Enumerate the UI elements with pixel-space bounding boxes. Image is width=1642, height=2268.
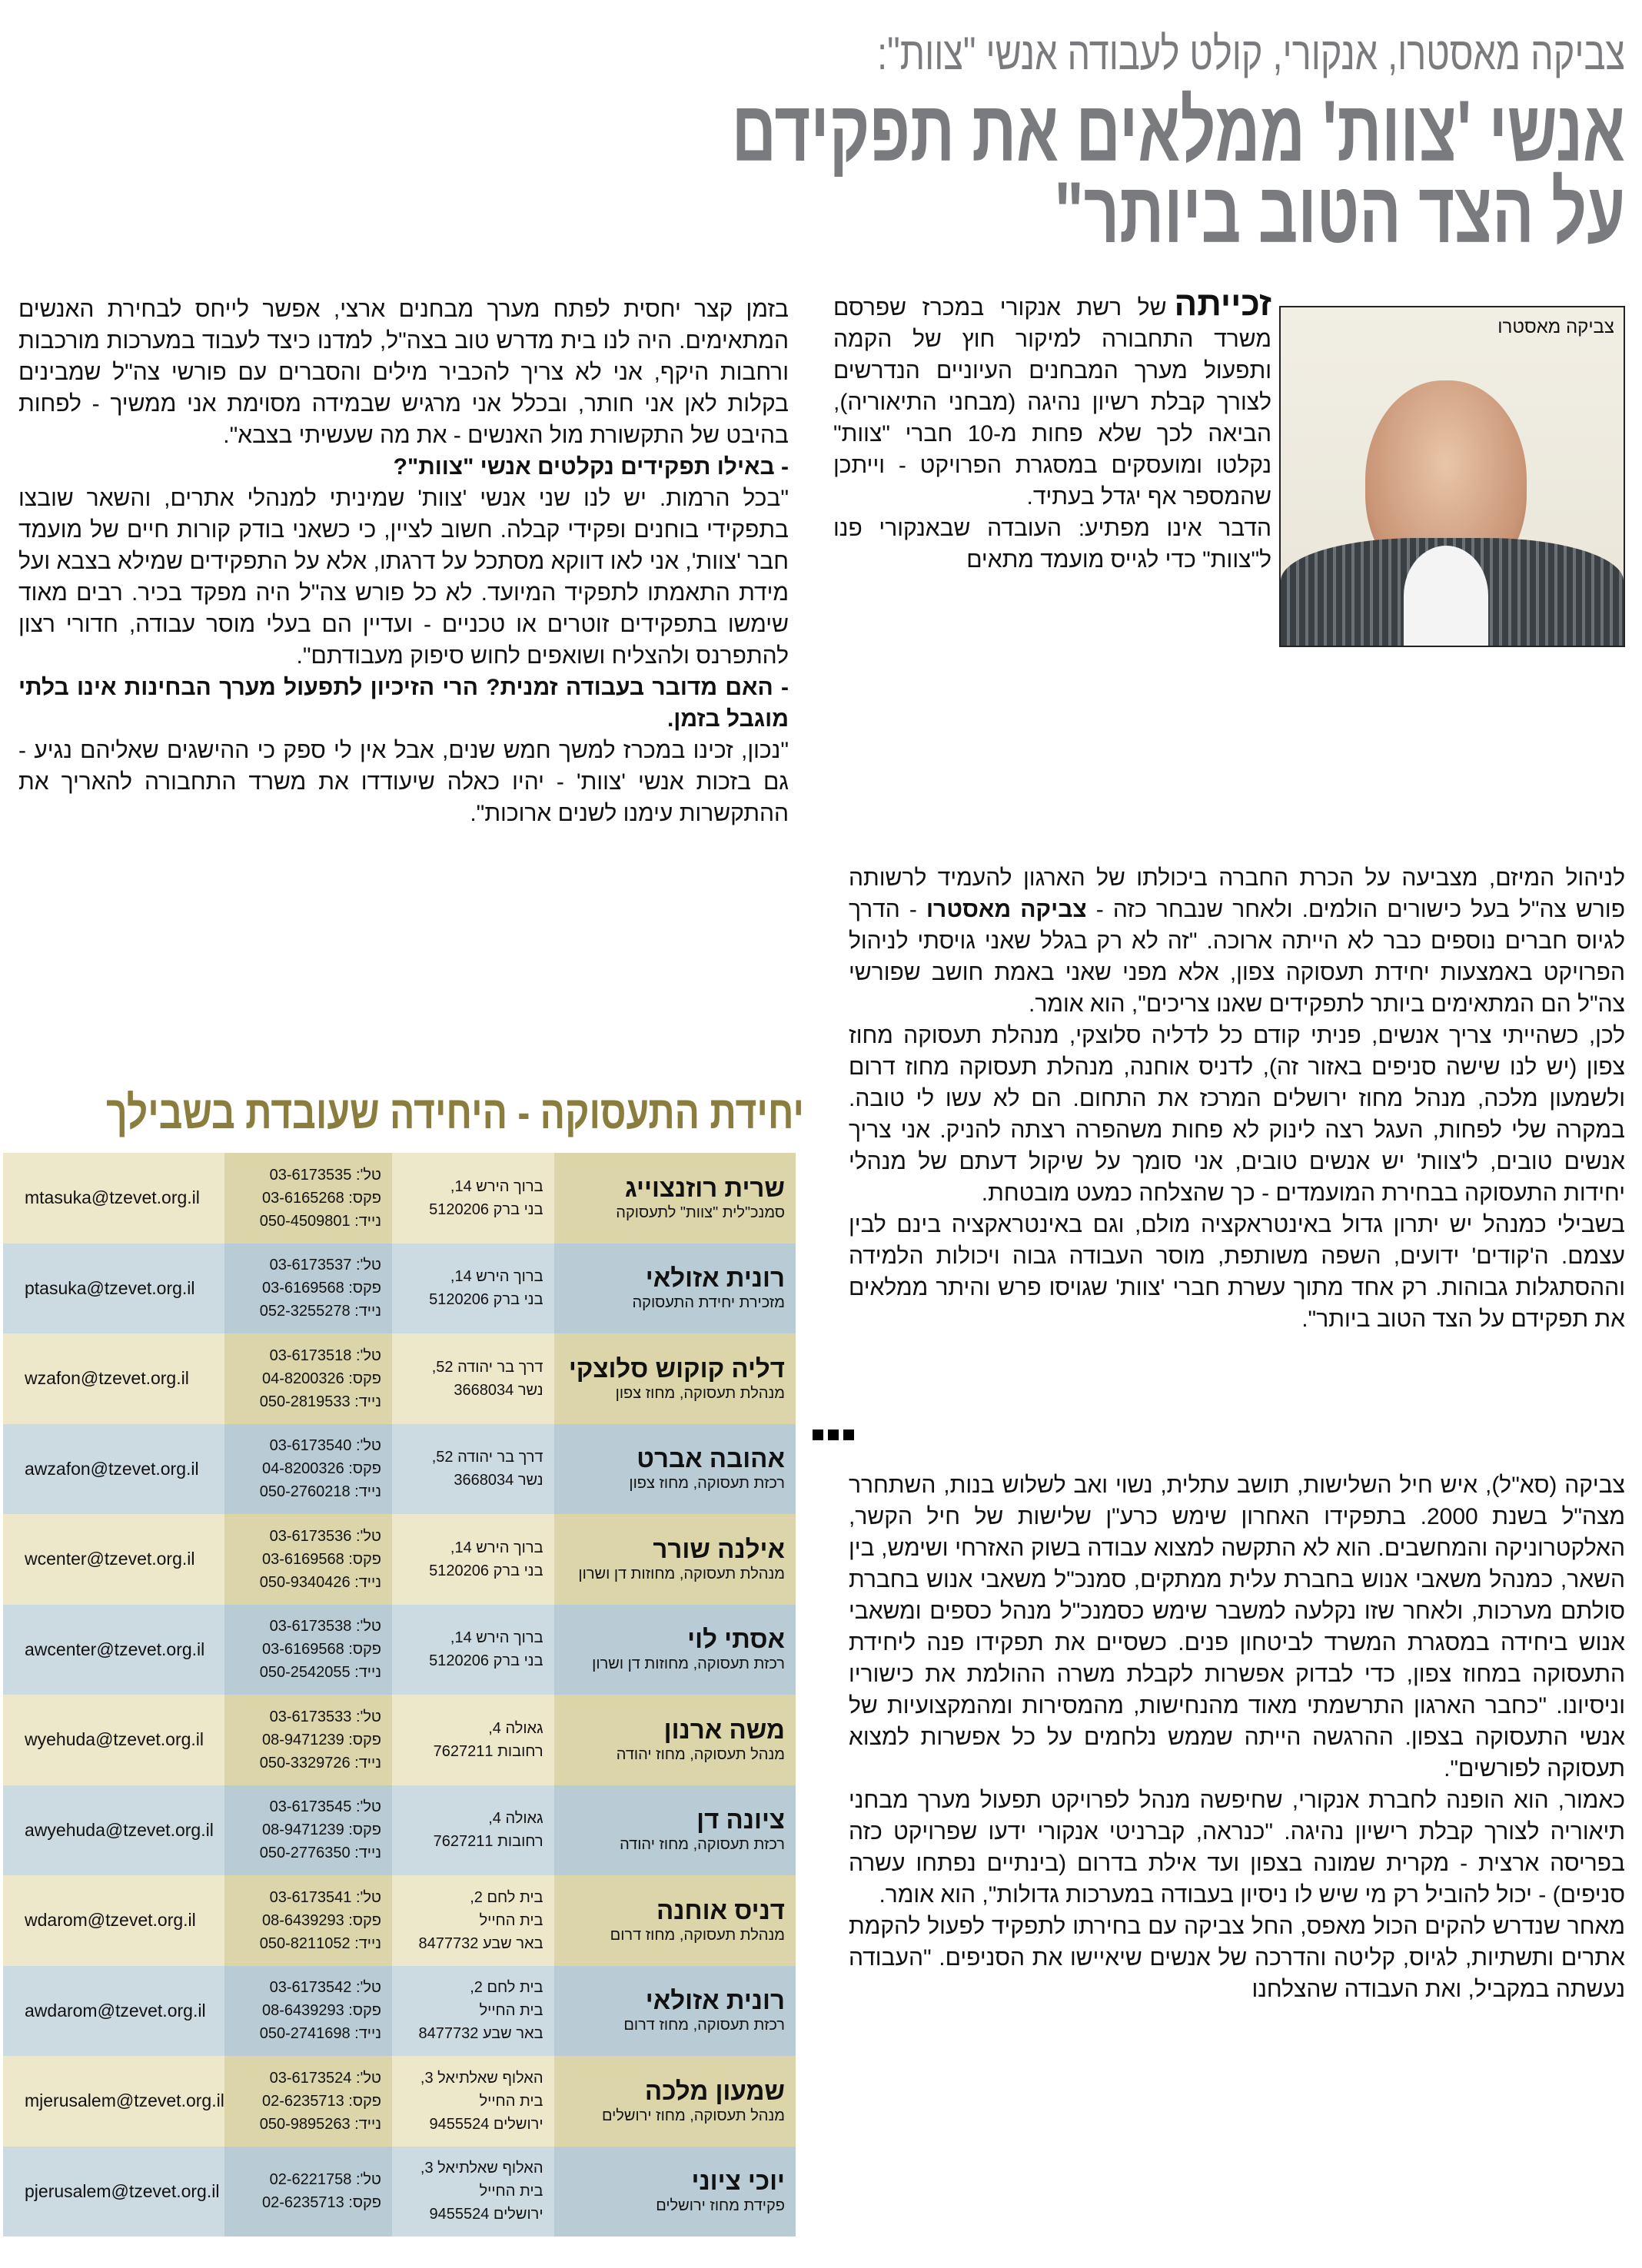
contact-phones-cell xyxy=(224,1605,392,1695)
contact-address-line: ירושלים 9455524 xyxy=(429,2206,543,2223)
contact-address-cell xyxy=(392,2147,554,2237)
body-paragraph-3: בשבילי כמנהל יש יתרון גדול באינטראקציה מולם, וגם באינטראקציה בינם לבין עצמם. ה'קודים' ידועים, השפה משותפת, מוסר העבודה גבוה ויכולות הלמידה וההסתגלות גבוהות. רק אחד מתוך עשרת חברי 'צוות' שגויסו פרש והיתר ממלאים את תפקידם על הצד הטוב ביותר". xyxy=(849,1212,1625,1332)
contact-role: מנהלת תעסוקה, מחוז צפון xyxy=(615,1384,785,1402)
contact-role: רכזת תעסוקה, מחוז יהודה xyxy=(620,1836,785,1854)
contact-phones-cell xyxy=(224,1514,392,1605)
contact-name-cell xyxy=(554,1695,796,1785)
contact-email-link[interactable]: mtasuka@tzevet.org.il xyxy=(25,1187,200,1208)
contact-address-cell xyxy=(392,1875,554,1966)
contact-row xyxy=(3,1244,796,1334)
contact-row xyxy=(3,1785,796,1876)
contact-email-cell xyxy=(3,1244,224,1334)
contact-address-line: באר שבע 8477732 xyxy=(418,2025,543,2043)
contact-fax: פקס: 03-6165268 xyxy=(261,1189,381,1207)
contact-row xyxy=(3,1875,796,1966)
contact-name: שרית רוזנצוייג xyxy=(624,1173,785,1202)
contact-row xyxy=(3,2147,796,2237)
contact-address-line: רחובות 7627211 xyxy=(433,1833,543,1851)
contact-address-line: רחובות 7627211 xyxy=(433,1742,543,1760)
contact-email-cell xyxy=(3,1424,224,1515)
contact-phones-cell xyxy=(224,1424,392,1515)
contact-mobile: נייד: 050-2819533 xyxy=(259,1393,381,1410)
contact-row xyxy=(3,1605,796,1695)
contact-address-cell xyxy=(392,1785,554,1876)
contact-tel: טל': 03-6173541 xyxy=(269,1888,381,1906)
contact-address-cell xyxy=(392,1244,554,1334)
contact-fax: פקס: 02-6235713 xyxy=(261,2092,381,2110)
contact-address-cell xyxy=(392,1424,554,1515)
contact-fax: פקס: 08-9471239 xyxy=(261,1821,381,1839)
contact-name: דניס אוחנה xyxy=(656,1895,785,1924)
contact-email-link[interactable]: wzafon@tzevet.org.il xyxy=(25,1368,189,1389)
contact-fax: פקס: 04-8200326 xyxy=(261,1460,381,1478)
contact-role: רכזת תעסוקה, מחוז דרום xyxy=(623,2017,785,2034)
contact-email-link[interactable]: awdarom@tzevet.org.il xyxy=(25,2000,206,2021)
contact-role: מנהלת תעסוקה, מחוזות דן ושרון xyxy=(578,1565,785,1582)
contact-role: רכזת תעסוקה, מחוז צפון xyxy=(629,1475,785,1493)
portrait-undershirt xyxy=(1404,546,1488,646)
contact-address-cell xyxy=(392,2056,554,2147)
contact-tel: טל': 02-6221758 xyxy=(269,2171,381,2189)
author-photo xyxy=(1279,306,1625,647)
contact-address-line: בית החייל xyxy=(479,2092,543,2110)
contact-email-cell xyxy=(3,1333,224,1424)
contact-email-link[interactable]: wyehuda@tzevet.org.il xyxy=(25,1729,204,1750)
contact-row xyxy=(3,1695,796,1785)
contact-address-line: בית החייל xyxy=(479,1911,543,1929)
article-bio xyxy=(849,1469,1625,2005)
contact-name-cell xyxy=(554,2147,796,2237)
bio-paragraph-2: כאמור, הוא הופנה לחברת אנקורי, שחיפשה מנהל לפרויקט תפעול מערך מבחני תיאוריה לצורך קבלת רישיון נהיגה. "כנראה, קברניטי אנקורי ידעו שפרויקט כזה בפריסה ארצית - מקרית שמונה בצפון ועד אילת בדרום (בינתיים נפתחו עשרה סניפים) - יכול להוביל רק מי שיש לו ניסיון בעבודה במערכות גדולות", הוא אומר. xyxy=(849,1788,1625,1908)
contact-role: רכזת תעסוקה, מחוזות דן ושרון xyxy=(592,1655,785,1673)
person-name-bold: צביקה מאסטרו xyxy=(926,897,1087,922)
contact-name-cell xyxy=(554,1333,796,1424)
contacts-table xyxy=(3,1153,796,2236)
contact-phones-cell xyxy=(224,2147,392,2237)
contact-email-link[interactable]: ptasuka@tzevet.org.il xyxy=(25,1277,195,1298)
contact-address-cell xyxy=(392,1605,554,1695)
contact-tel: טל': 03-6173536 xyxy=(269,1527,381,1545)
contact-address-line: ברוך הירש 14, xyxy=(450,1268,543,1286)
contact-phones-cell xyxy=(224,1875,392,1966)
contact-email-link[interactable]: awzafon@tzevet.org.il xyxy=(25,1458,199,1479)
contact-email-cell xyxy=(3,1785,224,1876)
intro-paragraph-2: הדבר אינו מפתיע: העובדה שבאנקורי פנו ל"צוות" כדי לגייס מועמד מתאים xyxy=(833,516,1271,573)
contact-phones-cell xyxy=(224,1153,392,1244)
contact-role: מזכירת יחידת התעסוקה xyxy=(632,1294,785,1312)
contact-address-cell xyxy=(392,1966,554,2057)
contact-tel: טל': 03-6173535 xyxy=(269,1166,381,1184)
dropcap-word: זכייתה xyxy=(1174,285,1271,323)
contact-phones-cell xyxy=(224,1785,392,1876)
contact-email-link[interactable]: mjerusalem@tzevet.org.il xyxy=(25,2090,224,2111)
section-separator xyxy=(813,1430,854,1440)
contact-phones-cell xyxy=(224,2056,392,2147)
contact-mobile: נייד: 050-8211052 xyxy=(259,1934,381,1952)
contact-name: אילנה שורר xyxy=(653,1534,785,1563)
contact-mobile: נייד: 050-2776350 xyxy=(259,1845,381,1862)
contact-mobile: נייד: 050-3329726 xyxy=(259,1754,381,1772)
contact-phones-cell xyxy=(224,1244,392,1334)
headline-line-2: על הצד הטוב ביותר" xyxy=(1054,164,1625,261)
contact-address-line: ברוך הירש 14, xyxy=(450,1177,543,1195)
contact-address-line: נשר 3668034 xyxy=(454,1381,543,1399)
separator-square xyxy=(843,1430,854,1440)
contact-email-cell xyxy=(3,1514,224,1605)
contact-name-cell xyxy=(554,2056,796,2147)
contact-name-cell xyxy=(554,1153,796,1244)
contact-fax: פקס: 08-6439293 xyxy=(261,1911,381,1929)
bio-paragraph-3: מאחר שנדרש להקים הכול מאפס, החל צביקה עם בחירתו לתפקיד לפעול להקמת אתרים ותשתיות, לגיוס, קליטה והדרכה של אנשים שיאיישו את הסניפים. "העבודה נעשתה במקביל, ואת העבודה שהצלחנו xyxy=(849,1914,1625,2002)
contact-tel: טל': 03-6173533 xyxy=(269,1708,381,1725)
headline-line-1: אנשי 'צוות' ממלאים את תפקידם xyxy=(731,83,1625,179)
contact-name: אסתי לוי xyxy=(687,1625,785,1654)
contact-tel: טל': 03-6173542 xyxy=(269,1979,381,1997)
interview-question-1: - באילו תפקידים נקלטים אנשי "צוות"? xyxy=(393,454,789,480)
contact-address-line: דרך בר יהודה 52, xyxy=(431,1358,543,1376)
contact-email-cell xyxy=(3,1875,224,1966)
contact-address-line: בית לחם 2, xyxy=(470,1888,543,1906)
contact-row xyxy=(3,1153,796,1244)
article-body-left xyxy=(18,294,789,829)
contact-fax: פקס: 04-8200326 xyxy=(261,1370,381,1387)
contact-mobile: נייד: 050-2741698 xyxy=(259,2025,381,2043)
contact-address-line: האלוף שאלתיאל 3, xyxy=(420,2069,543,2087)
contact-address-line: בני ברק 5120206 xyxy=(429,1652,543,1670)
contact-name: רונית אזולאי xyxy=(645,1264,785,1293)
contact-row xyxy=(3,1514,796,1605)
contact-row xyxy=(3,2056,796,2147)
contacts-box-title: יחידת התעסוקה - היחידה שעובדת בשבילך xyxy=(106,1087,804,1138)
contact-phones-cell xyxy=(224,1333,392,1424)
contact-address-line: ברוך הירש 14, xyxy=(450,1539,543,1556)
contact-tel: טל': 03-6173537 xyxy=(269,1257,381,1274)
contact-name: ציונה דן xyxy=(696,1805,785,1835)
contact-mobile: נייד: 052-3255278 xyxy=(259,1303,381,1320)
contact-fax: פקס: 08-6439293 xyxy=(261,2002,381,2020)
contact-name-cell xyxy=(554,1785,796,1876)
contact-address-cell xyxy=(392,1514,554,1605)
bio-paragraph-1: צביקה (סא"ל), איש חיל השלישות, תושב עתלית, נשוי ואב לשלוש בנות, השתחרר מצה"ל בשנת 2000. בתפקידו האחרון שימש כרע"ן שלישות של חיל הקשר, האלקטרוניקה והמחשבים. הוא לא התקשה למצוא עבודה בשוק האזרחי ושימש, בין השאר, כמנהל משאבי אנוש בחברת עלית ממתקים, סמנכ"ל משאבי אנוש בחברת סולתם מערכות, ולאחר שזו נקלעה למשבר שימש כסמנכ"ל מנהל כספים ומשאבי אנוש ביחידה במסגרת המשרד לביטחון פנים. כשסיים את תפקידו פנה ליחידת התעסוקה במחוז צפון, כדי לבדוק אפשרות לקבלת משרה ההולמת את כישוריו וניסיונו. "כחבר הארגון התרשמתי מאוד מהנחישות, מהמסירות ומהמקצועיות של אנשי התעסוקה בצפון. ההרגשה הייתה שממש נלחמים על כל אפשרות למצוא תעסוקה לפורשים". xyxy=(849,1473,1625,1782)
contact-fax: פקס: 03-6169568 xyxy=(261,1641,381,1659)
contact-name: יוכי ציוני xyxy=(691,2167,785,2196)
contact-address-cell xyxy=(392,1153,554,1244)
contact-mobile: נייד: 050-4509801 xyxy=(259,1212,381,1230)
contact-email-cell xyxy=(3,1966,224,2057)
contact-mobile: נייד: 050-9340426 xyxy=(259,1573,381,1591)
contact-fax: פקס: 02-6235713 xyxy=(261,2194,381,2212)
article-headline xyxy=(297,83,1625,261)
contact-email-link[interactable]: awyehuda@tzevet.org.il xyxy=(25,1819,214,1840)
body-paragraph-2: לכן, כשהייתי צריך אנשים, פניתי קודם כל לדליה סלוצקי, מנהלת תעסוקה מחוז צפון (יש לנו שישה סניפים באזור זה), לדניס אוחנה, מנהלת תעסוקה מחוז דרום ולשמעון מלכה, מנהל מחוז ירושלים המרכז את התחום. הם לא עשו לי טובה. במקרה שלי לפחות, העגל רצה לינוק לא פחות משהפרה רצתה להניק. אני צריך אנשים טובים, ל'צוות' יש אנשים טובים, אני סומך על שיקול דעתם של מנהלי יחידות התעסוקה בבחירת המועמדים - כך שהצלחה כמעט מובטחת. xyxy=(849,1023,1625,1206)
article-kicker: צביקה מאסטרו, אנקורי, קולט לעבודה אנשי "צוות": xyxy=(877,28,1625,79)
contact-email-cell xyxy=(3,1153,224,1244)
contact-address-line: גאולה 4, xyxy=(488,1719,543,1737)
contact-address-line: בני ברק 5120206 xyxy=(429,1200,543,1218)
contact-phones-cell xyxy=(224,1695,392,1785)
contact-role: סמנכ"לית "צוות" לתעסוקה xyxy=(616,1204,785,1221)
contact-name: משה ארנון xyxy=(663,1715,785,1744)
contact-email-cell xyxy=(3,1695,224,1785)
separator-square xyxy=(828,1430,839,1440)
contact-address-line: בני ברק 5120206 xyxy=(429,1562,543,1579)
contact-phones-cell xyxy=(224,1966,392,2057)
contact-tel: טל': 03-6173540 xyxy=(269,1437,381,1455)
contact-address-line: גאולה 4, xyxy=(488,1810,543,1828)
contact-name: אהובה אברט xyxy=(637,1444,785,1473)
interview-answer-1: "בכל הרמות. יש לנו שני אנשי 'צוות' שמיניתי למנהלי אתרים, והשאר שובצו בתפקידי בוחנים ופקידי קבלה. חשוב לציין, כי כשאני בודק קורות חיים של מועמד חבר 'צוות', אני לאו דווקא מסתכל על דרגתו, אלא על התפקידים שמילא בצבא ועל מידת התאמתו לתפקיד המיועד. לא כל פורש צה"ל היה מפקד בכיר. רבים מאוד שימשו בתפקידים זוטרים או טכניים - ועדיין הם בעלי מוסר עבודה, חדורי רצון להתפרנס ולהצליח ושואפים לחוש סיפוק מעבודתם". xyxy=(18,486,789,669)
contact-email-cell xyxy=(3,2056,224,2147)
contact-email-cell xyxy=(3,2147,224,2237)
contact-email-link[interactable]: pjerusalem@tzevet.org.il xyxy=(25,2180,220,2201)
contact-name-cell xyxy=(554,1605,796,1695)
body-paragraph-1: לניהול המיזם, מצביעה על הכרת החברה ביכולתו של הארגון להעמיד לרשותה פורש צה"ל בעל כישורים הולמים. ולאחר שנבחר כזה - צביקה מאסטרו - הדרך לגיוס חברים נוספים כבר לא הייתה ארוכה. "זה לא רק בגלל שאני גויסתי לניהול הפרויקט באמצעות יחידת תעסוקה צפון, אלא מפני שאני באמת חושב שפורשי צה"ל הם המתאימים ביותר לתפקידים שאנו צריכים", הוא אומר. xyxy=(849,865,1625,1017)
contact-address-line: בית לחם 2, xyxy=(470,1979,543,1997)
contact-row xyxy=(3,1966,796,2057)
contact-address-line: בית החייל xyxy=(479,2002,543,2020)
contact-fax: פקס: 08-9471239 xyxy=(261,1731,381,1748)
contact-email-link[interactable]: wcenter@tzevet.org.il xyxy=(25,1549,195,1569)
contact-address-line: נשר 3668034 xyxy=(454,1472,543,1489)
contact-tel: טל': 03-6173545 xyxy=(269,1798,381,1816)
interview-question-2: - האם מדובר בעבודה זמנית? הרי הזיכיון לתפעול מערך הבחינות אינו בלתי מוגבל בזמן. xyxy=(18,675,789,732)
contact-fax: פקס: 03-6169568 xyxy=(261,1280,381,1297)
contact-email-cell xyxy=(3,1605,224,1695)
contact-email-link[interactable]: wdarom@tzevet.org.il xyxy=(25,1910,196,1931)
photo-caption: צביקה מאסטרו xyxy=(1497,317,1614,337)
contact-address-line: ברוך הירש 14, xyxy=(450,1629,543,1647)
contact-mobile: נייד: 050-2542055 xyxy=(259,1664,381,1682)
contact-name-cell xyxy=(554,1875,796,1966)
contact-address-line: האלוף שאלתיאל 3, xyxy=(420,2160,543,2177)
contact-address-line: באר שבע 8477732 xyxy=(418,1934,543,1952)
contact-fax: פקס: 03-6169568 xyxy=(261,1550,381,1568)
contact-row xyxy=(3,1333,796,1424)
contact-row xyxy=(3,1424,796,1515)
contact-address-line: בית החייל xyxy=(479,2183,543,2200)
contact-name: דליה קוקוש סלוצקי xyxy=(568,1353,785,1383)
contact-address-line: ירושלים 9455524 xyxy=(429,2115,543,2133)
contact-name: רונית אזולאי xyxy=(645,1986,785,2015)
contact-address-line: בני ברק 5120206 xyxy=(429,1291,543,1309)
contact-role: מנהלת תעסוקה, מחוז דרום xyxy=(610,1926,785,1944)
contact-address-cell xyxy=(392,1333,554,1424)
intro-paragraph-1: זכייתהשל רשת אנקורי במכרז שפרסם משרד התחבורה למיקור חוץ של הקמה ותפעול מערך המבחנים העיוניים הנדרשים לצורך קבלת רשיון נהיגה (מבחני התיאוריה), הביאה לכך שלא פחות מ-10 חברי "צוות" נקלטו ומועסקים במסגרת הפרויקט - וייתכן שהמספר אף יגדל בעתיד. xyxy=(833,285,1271,510)
contact-tel: טל': 03-6173518 xyxy=(269,1347,381,1364)
contact-name-cell xyxy=(554,1244,796,1334)
article-body-right xyxy=(849,862,1625,1335)
contact-email-link[interactable]: awcenter@tzevet.org.il xyxy=(25,1639,205,1659)
contact-mobile: נייד: 050-2760218 xyxy=(259,1483,381,1501)
contact-mobile: נייד: 050-9895263 xyxy=(259,2115,381,2133)
contact-role: פקידת מחוז ירושלים xyxy=(656,2197,785,2215)
contact-name-cell xyxy=(554,1514,796,1605)
contact-address-line: דרך בר יהודה 52, xyxy=(431,1449,543,1466)
contact-tel: טל': 03-6173524 xyxy=(269,2069,381,2087)
article-intro xyxy=(833,285,1271,576)
contact-role: מנהל תעסוקה, מחוז ירושלים xyxy=(601,2107,785,2124)
contact-name-cell xyxy=(554,1966,796,2057)
contact-role: מנהל תעסוקה, מחוז יהודה xyxy=(616,1745,785,1763)
left-paragraph-1: בזמן קצר יחסית לפתח מערך מבחנים ארצי, אפשר לייחס לבחירת האנשים המתאימים. היה לנו בית מדרש טוב בצה"ל, למדנו כיצד לעבוד במערכות מורכבות ורחבות היקף, אני לא צריך להכביר מילים והסברים עם פורשי צה"ל שמבינים בקלות לאן אני חותר, ובכלל אני מרגיש שבמידה מסוימת אני ממשיך - לפחות בהיבט של התקשורת מול האנשים - את מה שעשיתי בצבא". xyxy=(18,297,789,448)
contact-tel: טל': 03-6173538 xyxy=(269,1618,381,1635)
contact-name: שמעון מלכה xyxy=(644,2076,785,2105)
interview-answer-2: "נכון, זכינו במכרז למשך חמש שנים, אבל אין לי ספק כי ההישגים שאליהם נגיע - גם בזכות אנשי 'צוות' - יהיו כאלה שיעודדו את משרד התחבורה להאריך את ההתקשרות עימנו לשנים ארוכות". xyxy=(18,738,789,826)
separator-square xyxy=(813,1430,823,1440)
contact-address-cell xyxy=(392,1695,554,1785)
contact-name-cell xyxy=(554,1424,796,1515)
